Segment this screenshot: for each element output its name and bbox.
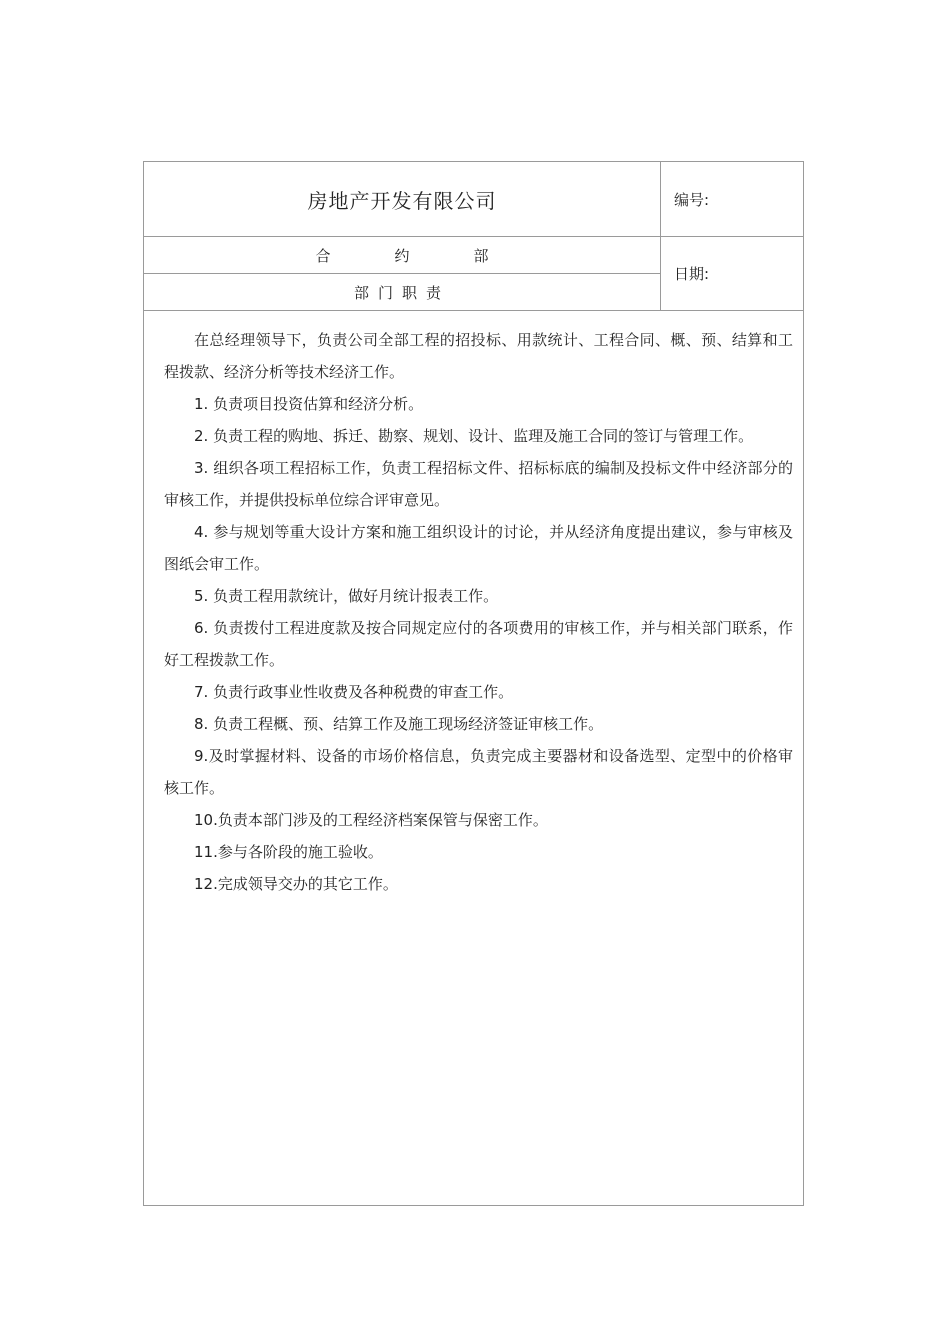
duty-content	[144, 311, 803, 900]
duty-item: 12.完成领导交办的其它工作。	[194, 875, 398, 893]
duty-item: 5. 负责工程用款统计，做好月统计报表工作。	[194, 587, 499, 605]
duty-item: 1. 负责项目投资估算和经济分析。	[194, 395, 424, 413]
date-label: 日期:	[661, 237, 803, 311]
department-char: 部	[473, 246, 489, 265]
duty-item: 10.负责本部门涉及的工程经济档案保管与保密工作。	[194, 811, 548, 829]
number-label: 编号:	[661, 162, 803, 237]
duty-item: 6. 负责拨付工程进度款及按合同规定应付的各项费用的审核工作，并与相关部门联系，作好工程拨款工作。	[164, 619, 793, 669]
duty-title: 部门职责	[144, 274, 661, 311]
duty-item: 3. 组织各项工程招标工作，负责工程招标文件、招标标底的编制及投标文件中经济部分的审核工作，并提供投标单位综合评审意见。	[164, 459, 793, 509]
department-char: 约	[394, 246, 410, 265]
duty-item: 7. 负责行政事业性收费及各种税费的审查工作。	[194, 683, 514, 701]
department-name	[144, 237, 661, 274]
intro-paragraph: 在总经理领导下，负责公司全部工程的招投标、用款统计、工程合同、概、预、结算和工程拨款、经济分析等技术经济工作。	[164, 331, 793, 381]
duty-form	[143, 161, 804, 1206]
duty-item: 9.及时掌握材料、设备的市场价格信息，负责完成主要器材和设备选型、定型中的价格审核工作。	[164, 747, 793, 797]
duty-item: 4. 参与规划等重大设计方案和施工组织设计的讨论，并从经济角度提出建议，参与审核及图纸会审工作。	[164, 523, 793, 573]
duty-item: 11.参与各阶段的施工验收。	[194, 843, 383, 861]
duty-item: 8. 负责工程概、预、结算工作及施工现场经济签证审核工作。	[194, 715, 604, 733]
duty-item: 2. 负责工程的购地、拆迁、勘察、规划、设计、监理及施工合同的签订与管理工作。	[194, 427, 754, 445]
department-char: 合	[315, 246, 331, 265]
company-title: 房地产开发有限公司	[144, 162, 661, 237]
